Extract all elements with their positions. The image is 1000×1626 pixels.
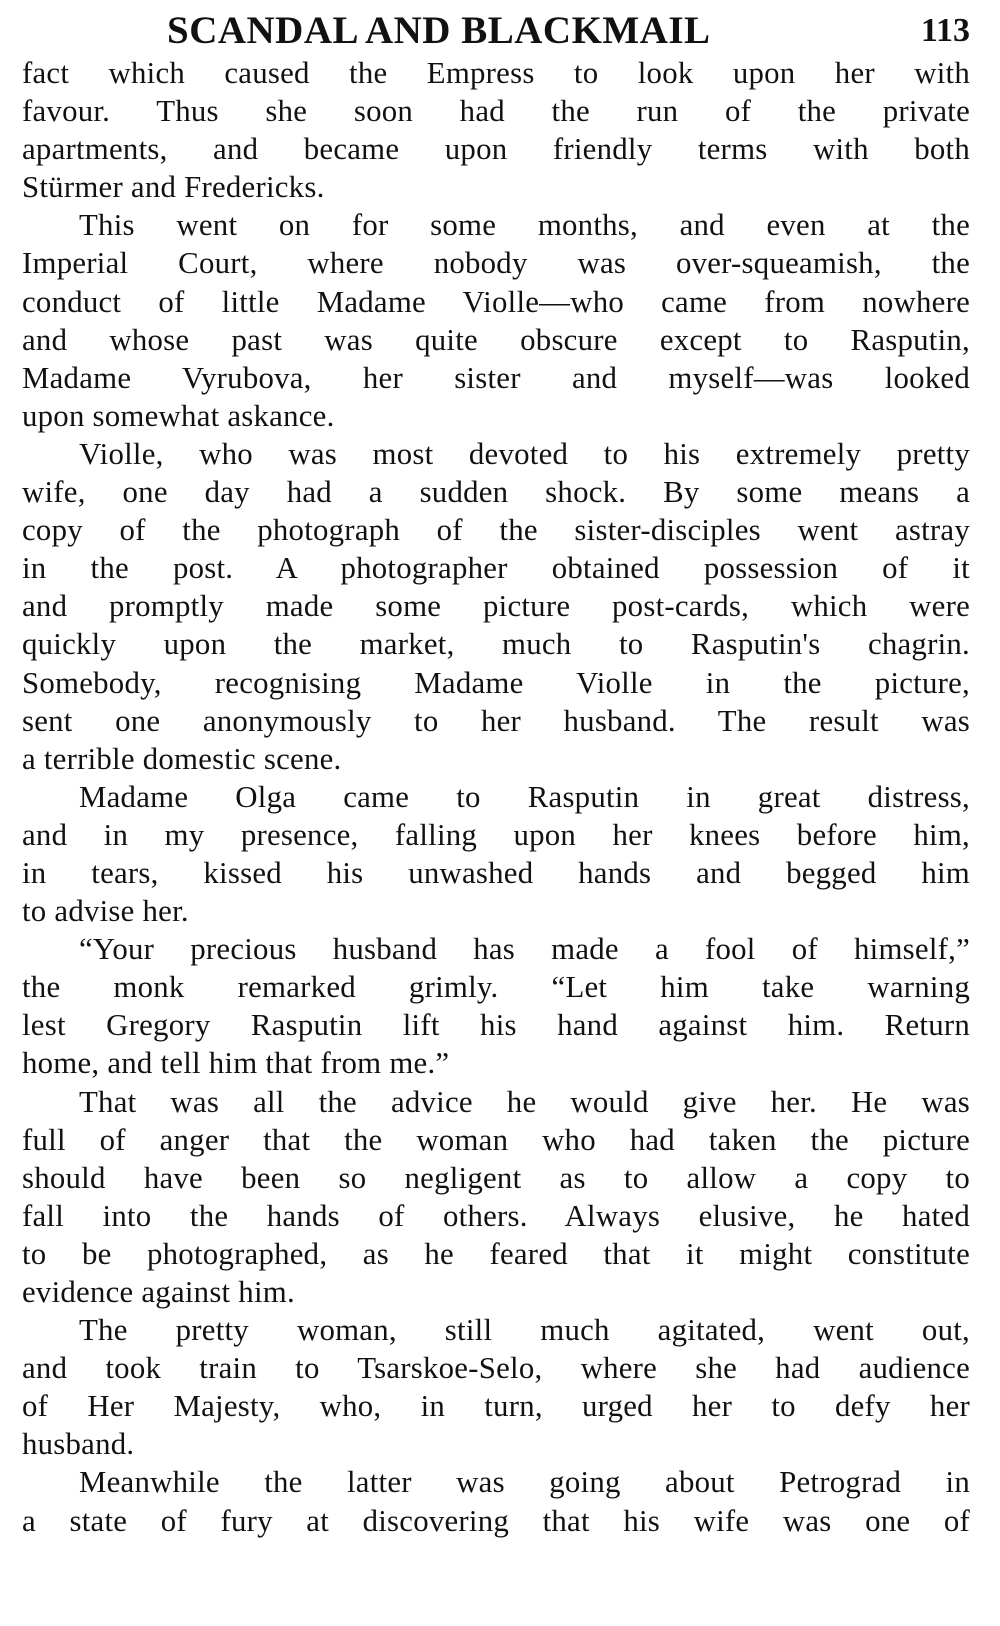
text-line: favour. Thus she soon had the run of the private: [22, 94, 970, 129]
paragraph: [22, 1083, 970, 1312]
book-page: [22, 8, 970, 1540]
text-line: The pretty woman, still much agitated, went out,: [79, 1313, 970, 1348]
running-head: [22, 8, 970, 54]
text-line: the monk remarked grimly. “Let him take warning: [22, 970, 970, 1005]
text-line: Meanwhile the latter was going about Petrograd in: [79, 1465, 970, 1500]
text-line: sent one anonymously to her husband. The result was: [22, 703, 970, 738]
text-line: wife, one day had a sudden shock. By some means a: [22, 475, 970, 510]
paragraph: [22, 778, 970, 930]
page-number: 113: [920, 12, 970, 49]
text-line: in tears, kissed his unwashed hands and begged him: [22, 855, 970, 890]
text-line: lest Gregory Rasputin lift his hand against him. Return: [22, 1008, 970, 1043]
text-line: fall into the hands of others. Always elusive, he hated: [22, 1198, 970, 1233]
text-line: and in my presence, falling upon her knees before him,: [22, 817, 970, 852]
text-line: “Your precious husband has made a fool of himself,”: [79, 932, 970, 967]
text-line: apartments, and became upon friendly terms with both: [22, 132, 970, 167]
text-line: This went on for some months, and even at the: [79, 208, 970, 243]
text-line: Imperial Court, where nobody was over-squeamish, the: [22, 246, 970, 281]
text-line: to advise her.: [22, 894, 189, 929]
text-line: upon somewhat askance.: [22, 398, 335, 433]
text-line: evidence against him.: [22, 1275, 295, 1309]
text-line: and took train to Tsarskoe-Selo, where she had audience: [22, 1351, 970, 1386]
text-line: conduct of little Madame Violle—who came from nowhere: [22, 284, 970, 319]
text-line: and whose past was quite obscure except to Rasputin,: [22, 322, 970, 357]
text-line: Madame Olga came to Rasputin in great distress,: [79, 779, 970, 814]
text-line: home, and tell him that from me.”: [22, 1046, 450, 1081]
text-line: That was all the advice he would give her. He was: [79, 1084, 970, 1119]
body-text: [22, 54, 970, 1540]
text-line: full of anger that the woman who had taken the picture: [22, 1122, 970, 1157]
paragraph: [22, 54, 970, 206]
running-head-title: SCANDAL AND BLACKMAIL: [167, 9, 711, 52]
text-line: of Her Majesty, who, in turn, urged her to defy her: [22, 1389, 970, 1424]
text-line: a state of fury at discovering that his wife was one of: [22, 1503, 970, 1538]
text-line: Violle, who was most devoted to his extremely pretty: [79, 436, 970, 471]
text-line: fact which caused the Empress to look upon her with: [22, 56, 970, 90]
text-line: Stürmer and Fredericks.: [22, 170, 325, 205]
text-line: and promptly made some picture post-cards, which were: [22, 589, 970, 624]
text-line: should have been so negligent as to allow a copy to: [22, 1160, 970, 1195]
text-line: to be photographed, as he feared that it might constitute: [22, 1236, 970, 1271]
text-line: in the post. A photographer obtained possession of it: [22, 551, 970, 586]
paragraph: [22, 1311, 970, 1463]
text-line: quickly upon the market, much to Rasputin's chagrin.: [22, 627, 970, 662]
paragraph: [22, 206, 970, 435]
text-line: a terrible domestic scene.: [22, 741, 342, 776]
text-line: copy of the photograph of the sister-disciples went astray: [22, 513, 970, 548]
text-line: Somebody, recognising Madame Violle in the picture,: [22, 665, 970, 700]
paragraph: [22, 1463, 970, 1539]
paragraph: [22, 435, 970, 778]
text-line: Madame Vyrubova, her sister and myself—was looked: [22, 360, 970, 395]
text-line: husband.: [22, 1427, 135, 1462]
paragraph: [22, 930, 970, 1082]
